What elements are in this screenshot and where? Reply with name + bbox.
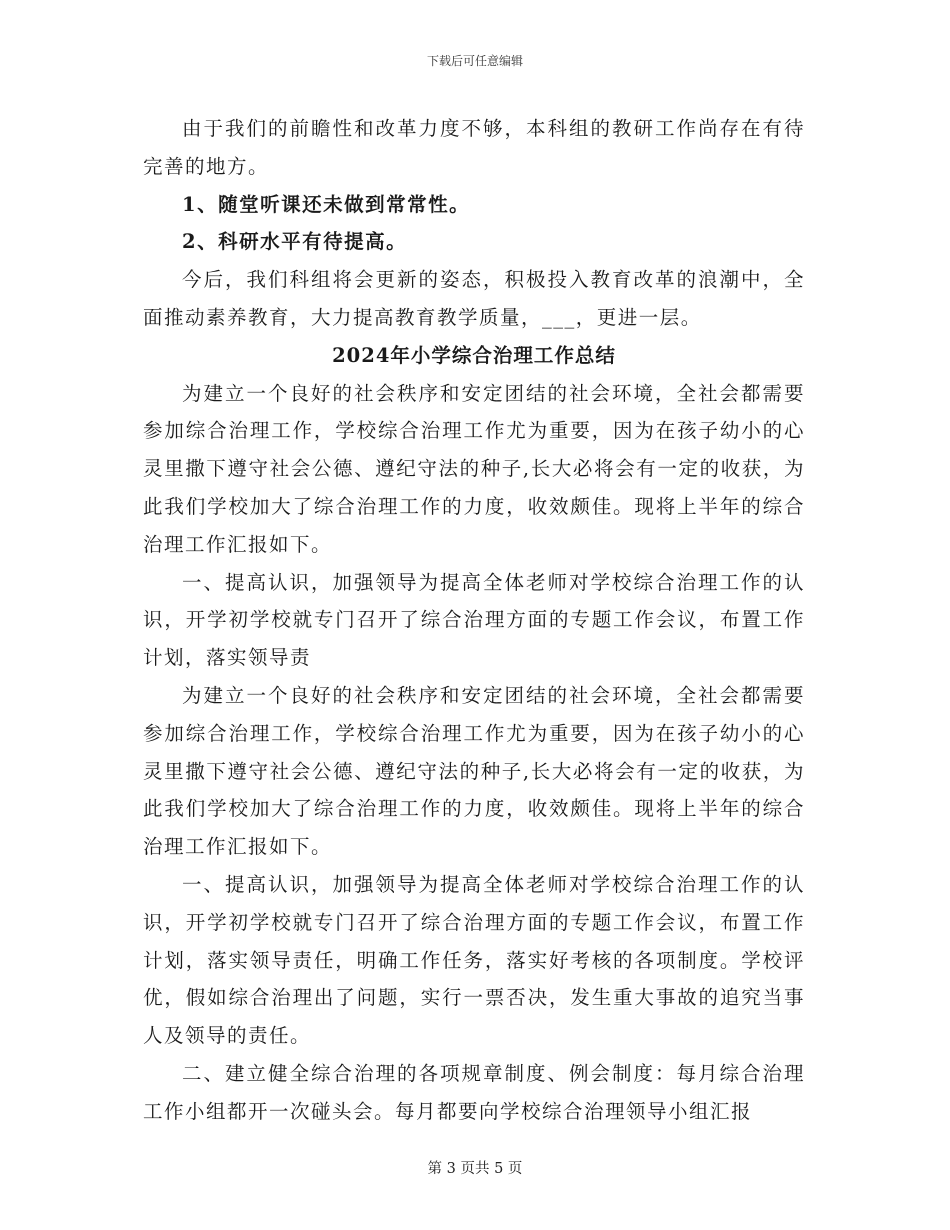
- list-item-1: 1、随堂听课还未做到常常性。: [182, 192, 471, 216]
- page-header: 下载后可任意编辑: [426, 54, 523, 68]
- paragraph-summary-intro-repeat: 为建立一个良好的社会秩序和安定团结的社会环境，全社会都需要参加综合治理工作，学校综合治理工作尤为重要，因为在孩子幼小的心灵里撒下遵守社会公德、遵纪守法的种子,长大必将会有一定的收获，为此我们学校加大了综合治理工作的力度，收效颇佳。现将上半年的综合治理工作汇报如下。: [143, 683, 805, 859]
- paragraph-point-one-partial: 一、提高认识，加强领导为提高全体老师对学校综合治理工作的认识，开学初学校就专门召开了综合治理方面的专题工作会议，布置工作计划，落实领导责: [143, 570, 805, 670]
- list-item-2: 2、科研水平有待提高。: [182, 230, 408, 254]
- paragraph-outlook: 今后，我们科组将会更新的姿态，积极投入教育改革的浪潮中，全面推动素养教育，大力提高教育教学质量，___，更进一层。: [143, 268, 805, 329]
- paragraph-point-two: 二、建立健全综合治理的各项规章制度、例会制度：每月综合治理工作小组都开一次碰头会。每月都要向学校综合治理领导小组汇报: [143, 1061, 805, 1123]
- page-number: 第 3 页共 5 页: [427, 1161, 523, 1177]
- paragraph-summary-intro: 为建立一个良好的社会秩序和安定团结的社会环境，全社会都需要参加综合治理工作，学校综合治理工作尤为重要，因为在孩子幼小的心灵里撒下遵守社会公德、遵纪守法的种子,长大必将会有一定的收获，为此我们学校加大了综合治理工作的力度，收效颇佳。现将上半年的综合治理工作汇报如下。: [143, 381, 805, 556]
- paragraph-intro: 由于我们的前瞻性和改革力度不够，本科组的教研工作尚存在有待完善的地方。: [143, 117, 805, 178]
- paragraph-point-one: 一、提高认识，加强领导为提高全体老师对学校综合治理工作的认识，开学初学校就专门召开了综合治理方面的专题工作会议，布置工作计划，落实领导责任，明确工作任务，落实好考核的各项制度。学校评优，假如综合治理出了问题，实行一票否决，发生重大事故的追究当事人及领导的责任。: [143, 872, 805, 1048]
- document-body: [143, 110, 805, 1131]
- section-title: 2024年小学综合治理工作总结: [332, 343, 616, 367]
